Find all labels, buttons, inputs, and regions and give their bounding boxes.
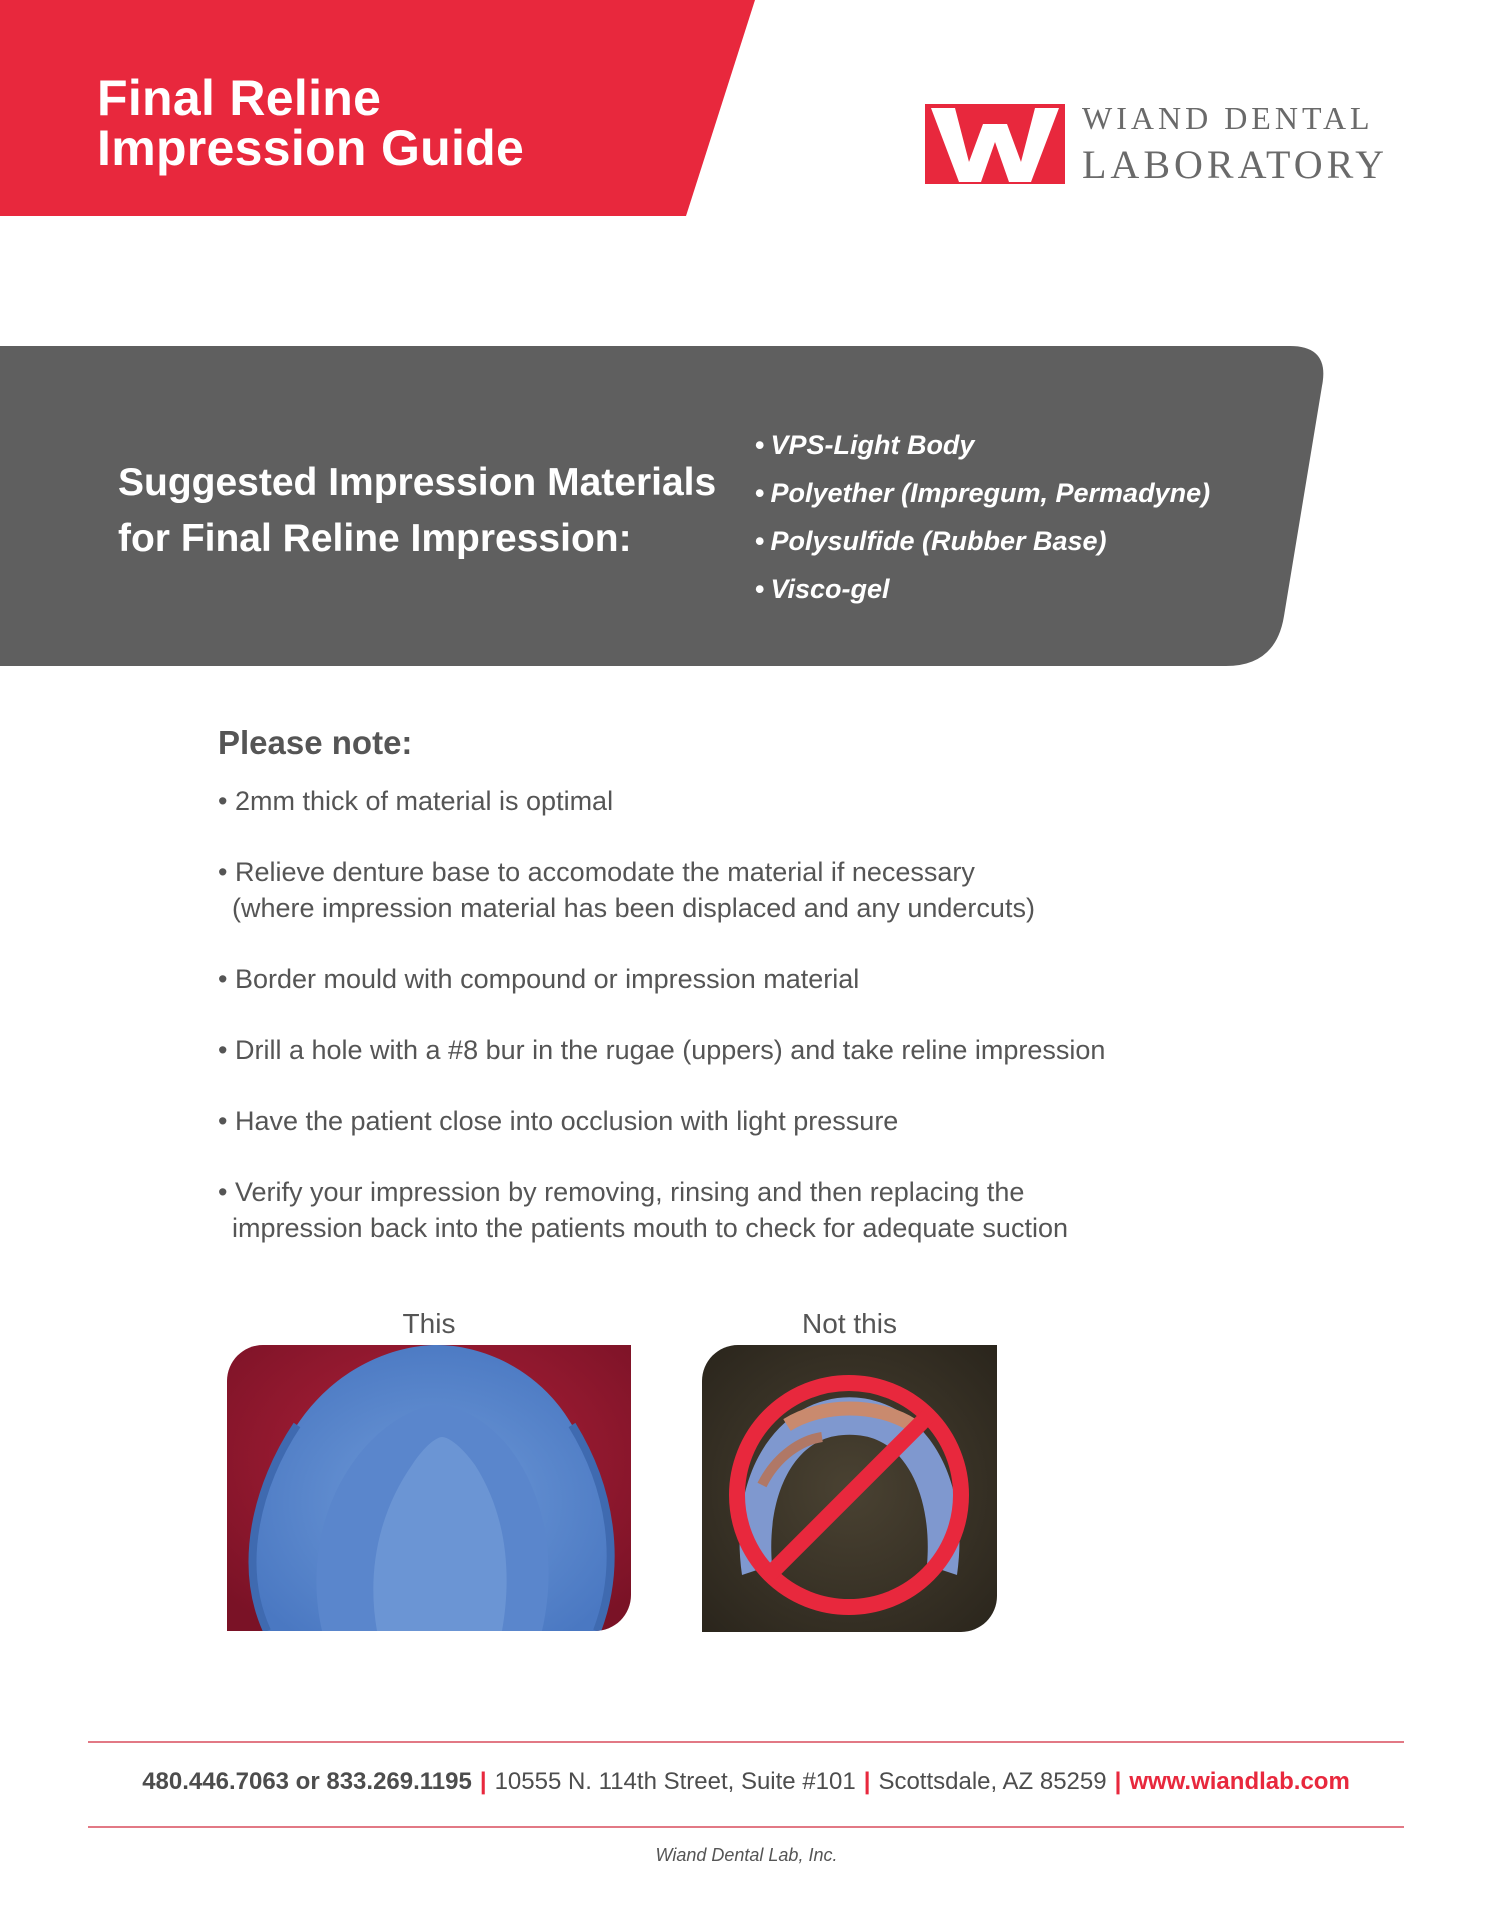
footer-separator: | (1114, 1768, 1122, 1795)
notes-list (218, 783, 1218, 1281)
note-text: Border mould with compound or impression material (234, 964, 860, 994)
wiand-logo-mark (925, 104, 1065, 184)
material-item: • Polysulfide (Rubber Base) (755, 521, 1210, 569)
logo-text-wiand-dental: WIAND DENTAL (1082, 100, 1374, 136)
note-item (218, 1174, 1218, 1246)
note-text: Relieve denture base to accomodate the material if necessary (234, 857, 975, 887)
note-text: Drill a hole with a #8 bur in the rugae (uppers) and take reline impression (234, 1035, 1106, 1065)
note-text-continued: (where impression material has been displaced and any undercuts) (232, 893, 1035, 923)
footer-contact (88, 1768, 1404, 1796)
footer-divider-bottom (88, 1826, 1404, 1828)
material-item: • Polyether (Impregum, Permadyne) (755, 473, 1210, 521)
footer-city: Scottsdale, AZ 85259 (878, 1768, 1107, 1795)
note-item (218, 854, 1218, 926)
bad-impression-photo (702, 1345, 997, 1632)
footer-separator: | (479, 1768, 487, 1795)
company-name: Wiand Dental Lab, Inc. (655, 1845, 838, 1865)
page-title-line-2: Impression Guide (97, 120, 525, 176)
notes-heading: Please note: (218, 724, 413, 761)
good-impression-photo (227, 1345, 631, 1631)
materials-heading-line-2: for Final Reline Impression: (118, 517, 632, 560)
note-text: Verify your impression by removing, rinsing and then replacing the (234, 1177, 1025, 1207)
note-item (218, 1103, 1218, 1139)
good-impression-illustration (227, 1345, 631, 1631)
footer-phone-numbers: 480.446.7063 or 833.269.1195 (142, 1768, 472, 1795)
footer-address: 10555 N. 114th Street, Suite #101 (494, 1768, 856, 1795)
bad-example-caption: Not this (802, 1308, 897, 1339)
footer-website-link[interactable]: www.wiandlab.com (1129, 1768, 1350, 1795)
logo-text-laboratory: LABORATORY (1082, 142, 1388, 187)
note-item (218, 783, 1218, 819)
note-text: Have the patient close into occlusion with light pressure (234, 1106, 899, 1136)
footer-separator: | (863, 1768, 871, 1795)
footer-divider-top (88, 1741, 1404, 1743)
material-item: • Visco-gel (755, 569, 1210, 617)
page-title-line-1: Final Reline (97, 70, 382, 126)
good-example-caption: This (402, 1308, 456, 1339)
note-item (218, 1032, 1218, 1068)
material-item: • VPS-Light Body (755, 425, 1210, 473)
bad-impression-illustration (702, 1345, 997, 1632)
note-item (218, 961, 1218, 997)
materials-heading-line-1: Suggested Impression Materials (118, 461, 717, 504)
materials-list (755, 425, 1210, 617)
note-text-continued: impression back into the patients mouth to check for adequate suction (232, 1213, 1068, 1243)
materials-heading (118, 455, 716, 567)
note-text: 2mm thick of material is optimal (234, 786, 614, 816)
